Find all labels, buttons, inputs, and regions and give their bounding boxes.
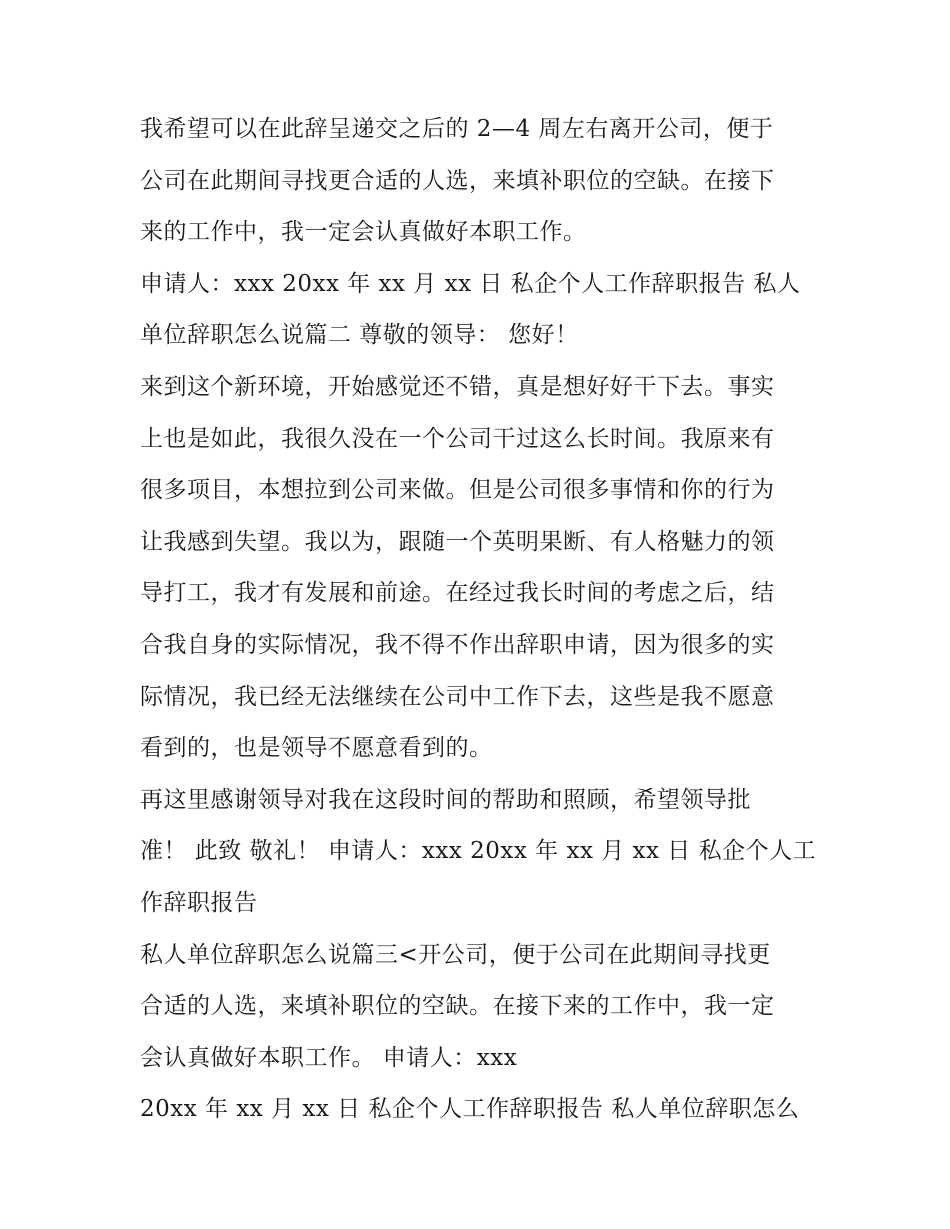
text-line: 合适的人选，来填补职位的空缺。在接下来的工作中，我一定 <box>140 993 775 1020</box>
text-line: 合我自身的实际情况，我不得不作出辞职申请，因为很多的实 <box>140 631 775 658</box>
text-line: 际情况，我已经无法继续在公司中工作下去，这些是我不愿意 <box>140 683 775 710</box>
text-line: 20xx 年 xx 月 xx 日 私企个人工作辞职报告 私人单位辞职怎么 <box>140 1096 800 1123</box>
text-line: 单位辞职怎么说篇二 尊敬的领导： 您好！ <box>140 322 579 349</box>
text-line: 再这里感谢领导对我在这段时间的帮助和照顾，希望领导批 <box>140 786 751 813</box>
text-line: 我希望可以在此辞呈递交之后的 2—4 周左右离开公司，便于 <box>140 116 774 142</box>
text-line: 来的工作中，我一定会认真做好本职工作。 <box>140 219 587 246</box>
text-line: 上也是如此，我很久没在一个公司干过这么长时间。我原来有 <box>140 425 775 452</box>
text-line: 申请人：xxx 20xx 年 xx 月 xx 日 私企个人工作辞职报告 私人 <box>140 270 801 297</box>
text-line: 导打工，我才有发展和前途。在经过我长时间的考虑之后，结 <box>140 580 775 607</box>
text-line: 私人单位辞职怎么说篇三<开公司，便于公司在此期间寻找更 <box>140 941 771 968</box>
text-line: 公司在此期间寻找更合适的人选，来填补职位的空缺。在接下 <box>140 167 775 194</box>
text-line: 很多项目，本想拉到公司来做。但是公司很多事情和你的行为 <box>140 477 775 504</box>
text-line: 准！ 此致 敬礼！ 申请人：xxx 20xx 年 xx 月 xx 日 私企个人工 <box>140 838 817 865</box>
text-line: 来到这个新环境，开始感觉还不错，真是想好好干下去。事实 <box>140 373 775 400</box>
text-line: 作辞职报告 <box>140 889 258 916</box>
text-line: 看到的，也是领导不愿意看到的。 <box>140 735 493 762</box>
text-line: 让我感到失望。我以为，跟随一个英明果断、有人格魅力的领 <box>140 528 775 555</box>
document-body <box>140 104 820 1136</box>
text-line: 会认真做好本职工作。 申请人：xxx <box>140 1044 518 1071</box>
